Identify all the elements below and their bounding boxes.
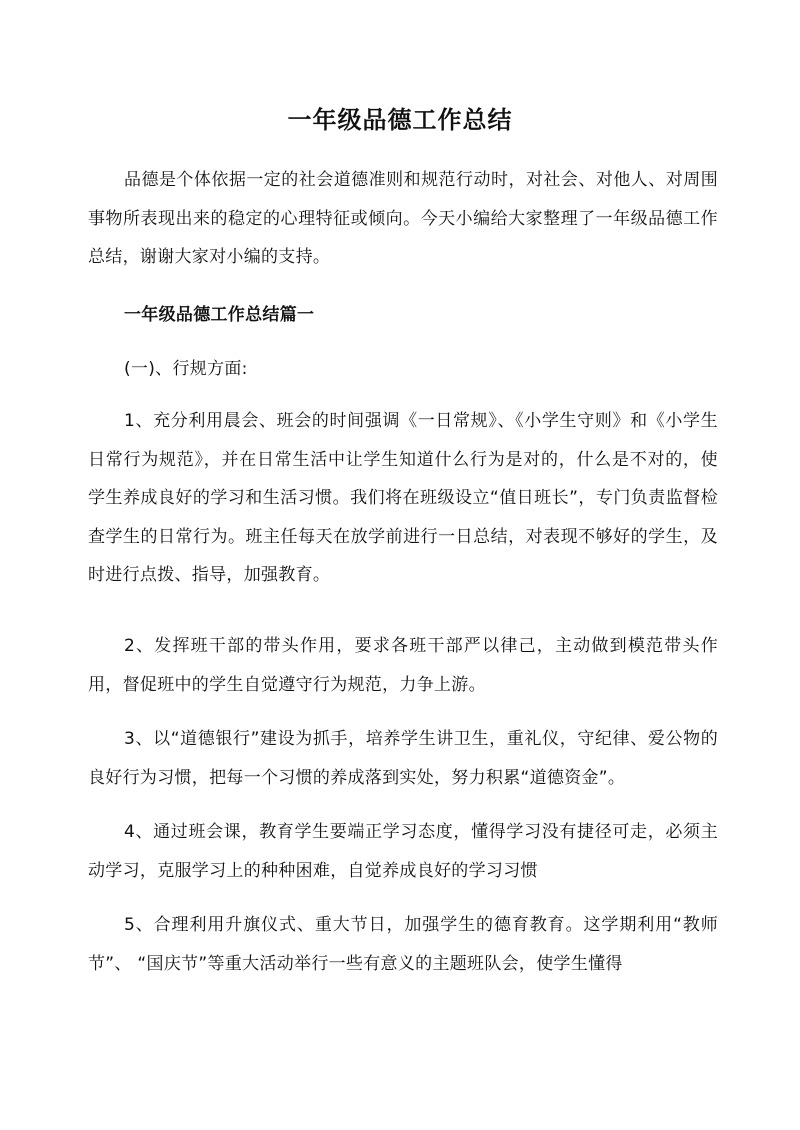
list-item-3: 3、以“道德银行”建设为抓手，培养学生讲卫生，重礼仪，守纪律、爱公物的良好行为习惯，把每一个习惯的养成落到实处，努力积累“道德资金”。 xyxy=(88,729,718,788)
list-item-5: 5、合理利用升旗仪式、重大节日，加强学生的德育教育。这学期利用“教师节”、 “国庆节”等重大活动举行一些有意义的主题班队会，使学生懂得 xyxy=(88,915,718,974)
section-heading: 一年级品德工作总结篇一 xyxy=(124,305,315,325)
list-item-1: 1、充分利用晨会、班会的时间强调《一日常规》、《小学生守则》和《小学生日常行为规范》，并在日常生活中让学生知道什么行为是对的，什么是不对的，使学生养成良好的学习和生活习惯。我们将在班级设立“值日班长”，专门负责监督检查学生的日常行为。班主任每天在放学前进行一日总结，对表现不够好的学生，及时进行点拨、指导，加强教育。 xyxy=(88,411,718,585)
document-title: 一年级品德工作总结 xyxy=(287,106,513,134)
list-item-4: 4、通过班会课，教育学生要端正学习态度，懂得学习没有捷径可走，必须主动学习，克服学习上的种种困难，自觉养成良好的学习习惯 xyxy=(88,822,718,881)
subsection-heading: (一)、行规方面: xyxy=(124,359,248,379)
list-item-2: 2、发挥班干部的带头作用，要求各班干部严以律己，主动做到模范带头作用，督促班中的学生自觉遵守行为规范，力争上游。 xyxy=(88,636,718,695)
intro-paragraph: 品德是个体依据一定的社会道德准则和规范行动时，对社会、对他人、对周围事物所表现出来的稳定的心理特征或倾向。今天小编给大家整理了一年级品德工作总结，谢谢大家对小编的支持。 xyxy=(88,170,718,267)
